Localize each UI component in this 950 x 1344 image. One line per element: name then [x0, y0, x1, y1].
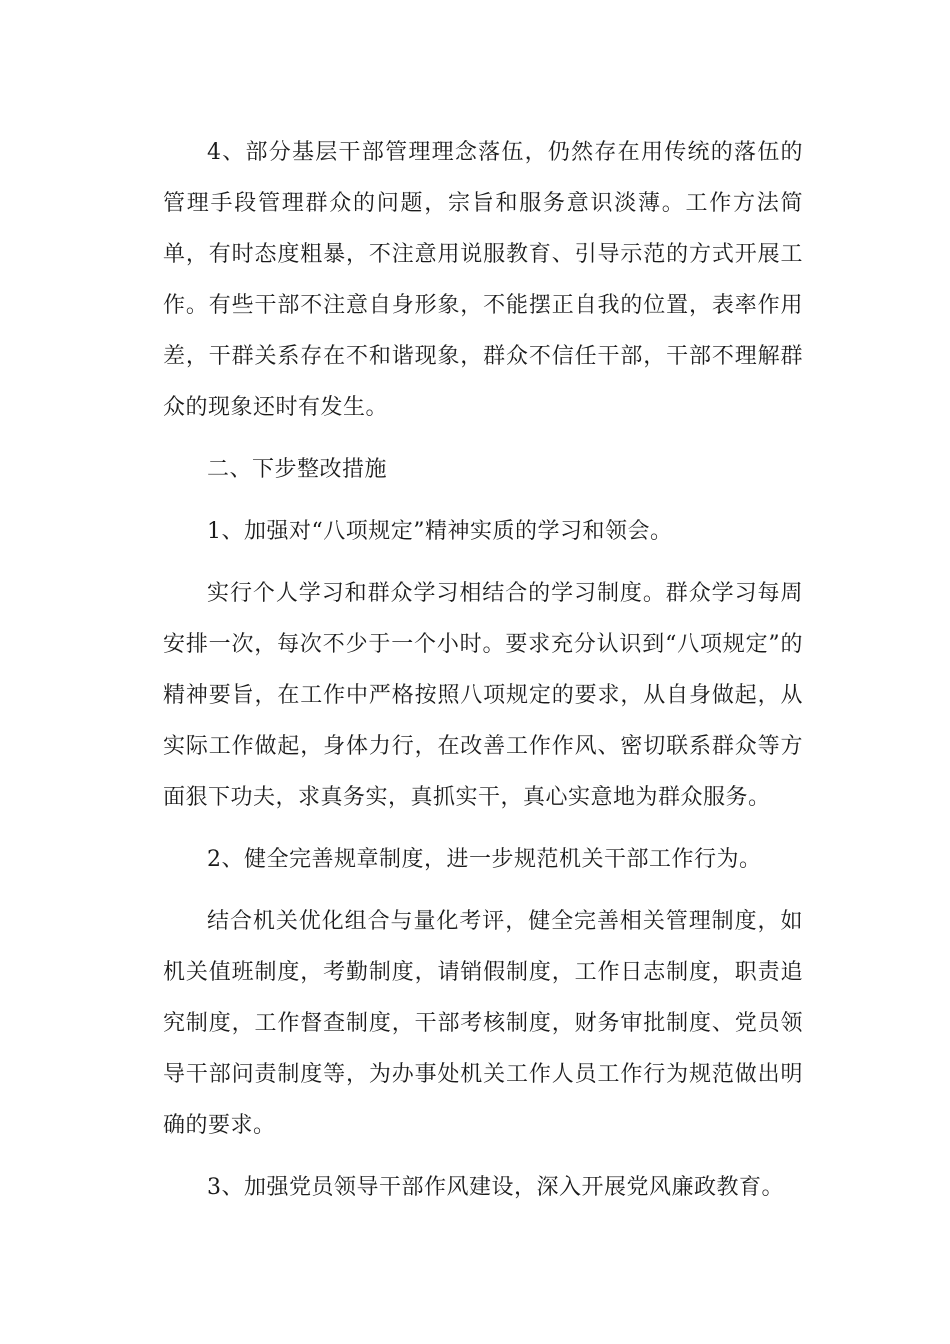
document-body — [163, 127, 803, 1224]
section-heading-rectification: 二、下步整改措施 — [207, 457, 388, 482]
measure-body-2: 结合机关优化组合与量化考评，健全完善相关管理制度，如机关值班制度，考勤制度，请销假制度，工作日志制度，职责追究制度，工作督查制度，干部考核制度，财务审批制度、党员领导干部问责制度等，为办事处机关工作人员工作行为规范做出明确的要求。 — [163, 909, 803, 1138]
paragraph-item-4-issue: 4、部分基层干部管理理念落伍，仍然存在用传统的落伍的管理手段管理群众的问题，宗旨和服务意识淡薄。工作方法简单，有时态度粗暴，不注意用说服教育、引导示范的方式开展工作。有些干部不注意自身形象，不能摆正自我的位置，表率作用差，干群关系存在不和谐现象，群众不信任干部，干部不理解群众的现象还时有发生。 — [163, 140, 803, 420]
measure-body-1: 实行个人学习和群众学习相结合的学习制度。群众学习每周安排一次，每次不少于一个小时。要求充分认识到“八项规定”的精神要旨，在工作中严格按照八项规定的要求，从自身做起，从实际工作做起，身体力行，在改善工作作风、密切联系群众等方面狠下功夫，求真务实，真抓实干，真心实意地为群众服务。 — [163, 581, 803, 810]
measure-heading-3: 3、加强党员领导干部作风建设，深入开展党风廉政教育。 — [207, 1175, 784, 1200]
measure-heading-1: 1、加强对“八项规定”精神实质的学习和领会。 — [207, 519, 673, 544]
measure-heading-2: 2、健全完善规章制度，进一步规范机关干部工作行为。 — [207, 847, 762, 872]
